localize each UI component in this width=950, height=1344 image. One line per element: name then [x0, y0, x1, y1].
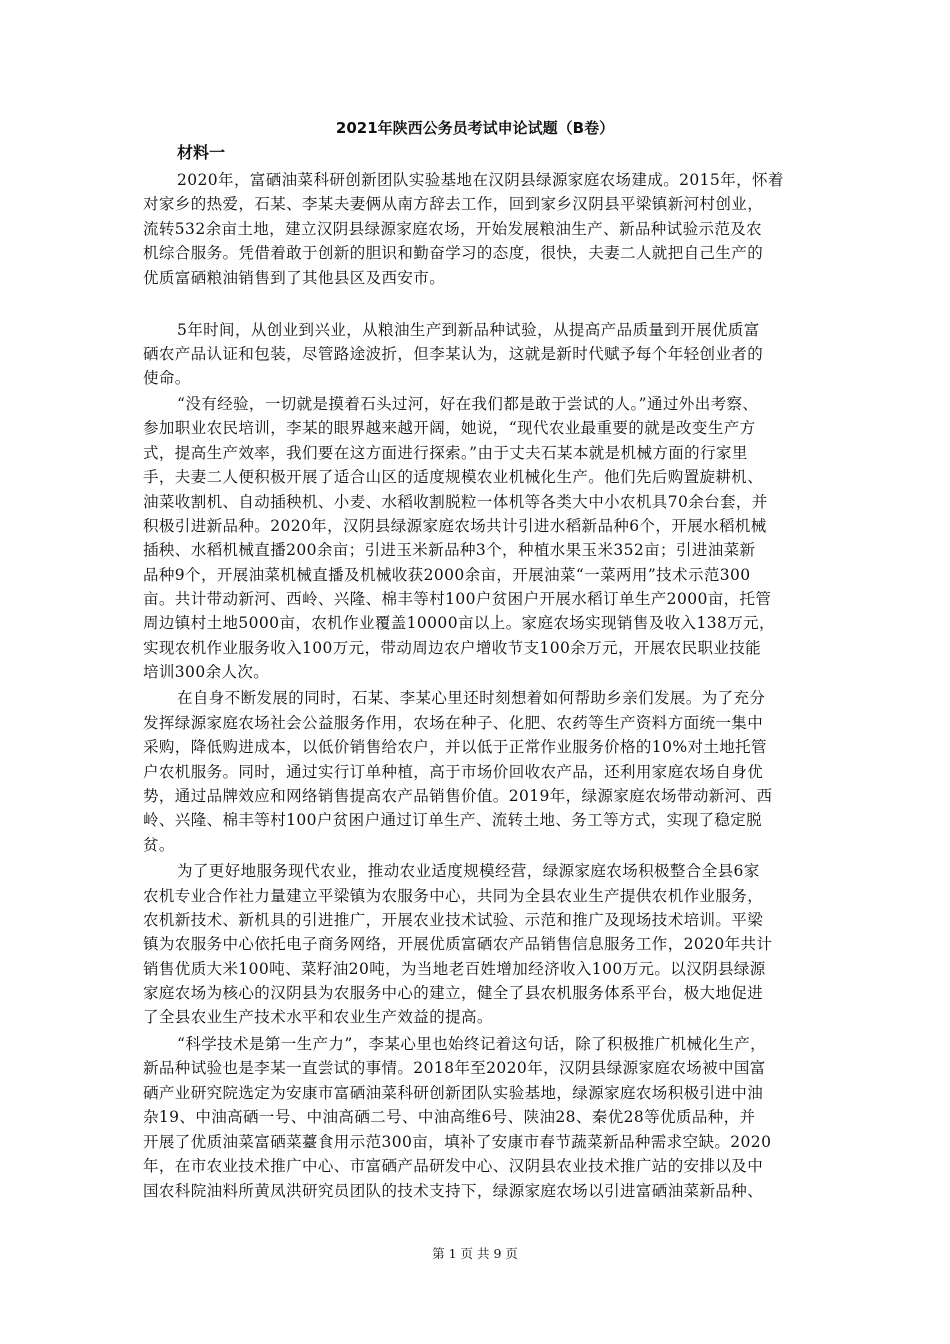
text-line: 周边镇村土地5000亩，农机作业覆盖10000亩以上。家庭农场实现销售及收入138万元， [143, 614, 775, 632]
text-line: “科学技术是第一生产力”，李某心里也始终记着这句话，除了积极推广机械化生产， [177, 1035, 767, 1053]
text-line: 采购，降低购进成本，以低价销售给农户，并以低于正常作业服务价格的10%对土地托管 [143, 738, 767, 756]
text-line: 对家乡的热爱，石某、李某夫妻俩从南方辞去工作，回到家乡汉阴县平梁镇新河村创业， [143, 195, 764, 213]
text-line: 杂19、中油高硒一号、中油高硒二号、中油高维6号、陕油28、秦优28等优质品种，并 [143, 1108, 756, 1126]
text-line: 手，夫妻二人便积极开展了适合山区的适度规模农业机械化生产。他们先后购置旋耕机、 [143, 468, 764, 486]
text-line: 式，提高生产效率，我们要在这方面进行探索。”由于丈夫石某本就是机械方面的行家里 [143, 444, 748, 462]
text-line: 优质富硒粮油销售到了其他县区及西安市。 [143, 269, 446, 287]
text-line: 实现农机作业服务收入100万元，带动周边农户增收节支100余万元，开展农民职业技能 [143, 639, 762, 657]
page-footer: 第 1 页 共 9 页 [432, 1246, 518, 1261]
text-line: 品种9个，开展油菜机械直播及机械收获2000余亩，开展油菜“一菜两用”技术示范300 [143, 566, 751, 584]
text-line: 农机专业合作社力量建立平梁镇为农服务中心，共同为全县农业生产提供农机作业服务， [143, 887, 764, 905]
text-line: 2020年，富硒油菜科研创新团队实验基地在汉阴县绿源家庭农场建成。2015年，怀着 [177, 171, 784, 189]
text-line: 为了更好地服务现代农业，推动农业适度规模经营，绿源家庭农场积极整合全县6家 [177, 862, 760, 880]
text-line: 流转532余亩土地，建立汉阴县绿源家庭农场，开始发展粮油生产、新品种试验示范及农 [143, 220, 763, 238]
text-line: 了全县农业生产技术水平和农业生产效益的提高。 [143, 1008, 493, 1026]
text-line: 积极引进新品种。2020年，汉阴县绿源家庭农场共计引进水稻新品种6个，开展水稻机械 [143, 517, 767, 535]
text-line: 发挥绿源家庭农场社会公益服务作用，农场在种子、化肥、农药等生产资料方面统一集中 [143, 714, 764, 732]
text-line: 农机新技术、新机具的引进推广，开展农业技术试验、示范和推广及现场技术培训。平梁 [143, 911, 764, 929]
document-title: 2021年陕西公务员考试申论试题（B卷） [335, 119, 615, 137]
text-line: 油菜收割机、自动插秧机、小麦、水稻收割脱粒一体机等各类大中小农机具70余台套，并 [143, 493, 768, 511]
text-line: 培训300余人次。 [143, 663, 270, 681]
text-line: 开展了优质油菜富硒菜薹食用示范300亩，填补了安康市春节蔬菜新品种需求空缺。2020 [143, 1133, 772, 1151]
text-line: 参加职业农民培训，李某的眼界越来越开阔，她说，“现代农业最重要的就是改变生产方 [143, 419, 756, 437]
text-line: 亩。共计带动新河、西岭、兴隆、棉丰等村100户贫困户开展水稻订单生产2000亩，托管 [143, 590, 772, 608]
text-line: 家庭农场为核心的汉阴县为农服务中心的建立，健全了县农机服务体系平台，极大地促进 [143, 984, 764, 1002]
text-line: 硒产业研究院选定为安康市富硒油菜科研创新团队实验基地，绿源家庭农场积极引进中油 [143, 1084, 764, 1102]
text-line: 在自身不断发展的同时，石某、李某心里还时刻想着如何帮助乡亲们发展。为了充分 [177, 689, 766, 707]
text-line: 使命。 [143, 369, 191, 387]
text-line: 国农科院油料所黄凤洪研究员团队的技术支持下，绿源家庭农场以引进富硒油菜新品种、 [143, 1182, 764, 1200]
text-line: 贫。 [143, 836, 175, 854]
text-line: 新品种试验也是李某一直尝试的事情。2018年至2020年，汉阴县绿源家庭农场被中国富 [143, 1059, 766, 1077]
section-heading: 材料一 [177, 143, 226, 162]
text-line: 势，通过品牌效应和网络销售提高农产品销售价值。2019年，绿源家庭农场带动新河、西 [143, 787, 773, 805]
text-line: 年，在市农业技术推广中心、市富硒产品研发中心、汉阴县农业技术推广站的安排以及中 [143, 1157, 764, 1175]
text-line: 插秧、水稻机械直播200余亩；引进玉米新品种3个，种植水果玉米352亩；引进油菜新 [143, 541, 756, 559]
text-line: 户农机服务。同时，通过实行订单种植，高于市场价回收农产品，还利用家庭农场自身优 [143, 763, 764, 781]
text-line: “没有经验，一切就是摸着石头过河，好在我们都是敢于尝试的人。”通过外出考察、 [177, 395, 759, 413]
text-line: 5年时间，从创业到兴业，从粮油生产到新品种试验，从提高产品质量到开展优质富 [177, 321, 760, 339]
text-line: 镇为农服务中心依托电子商务网络，开展优质富硒农产品销售信息服务工作，2020年共计 [143, 935, 773, 953]
text-line: 岭、兴隆、棉丰等村100户贫困户通过订单生产、流转土地、务工等方式，实现了稳定脱 [143, 811, 763, 829]
text-line: 机综合服务。凭借着敢于创新的胆识和勤奋学习的态度，很快，夫妻二人就把自己生产的 [143, 244, 764, 262]
text-line: 销售优质大米100吨、菜籽油20吨，为当地老百姓增加经济收入100万元。以汉阴县绿源 [143, 960, 766, 978]
text-line: 硒农产品认证和包装，尽管路途波折，但李某认为，这就是新时代赋予每个年轻创业者的 [143, 345, 764, 363]
